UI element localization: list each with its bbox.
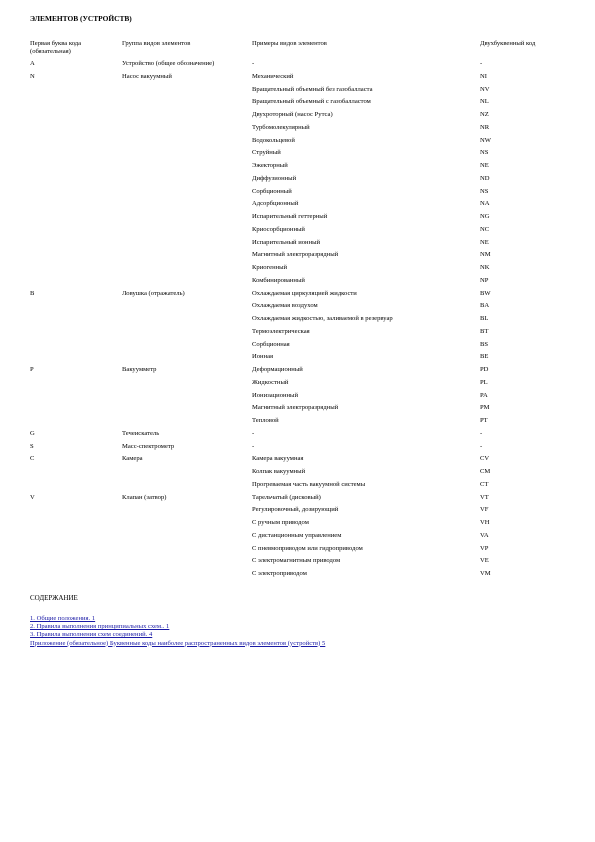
- table-row: [30, 58, 570, 71]
- cell-two-letter-code: BL: [480, 315, 489, 322]
- cell-element-example: Термоэлектрическая: [252, 327, 310, 335]
- cell-element-group: Устройство (общее обозначение): [122, 60, 215, 67]
- document-page: [30, 14, 570, 581]
- cell-element-example: Магнитный электроразрядный: [252, 404, 339, 412]
- cell-first-letter: [30, 390, 122, 403]
- column-header-first-letter: Первая буква кода (обязательная): [30, 40, 82, 55]
- cell-two-letter-code: VE: [480, 557, 489, 565]
- column-header-element-group: Группа видов элементов: [122, 40, 191, 47]
- cell-element-group: [122, 517, 252, 530]
- table-row: [30, 568, 570, 581]
- table-row: [30, 275, 570, 288]
- cell-two-letter-code: NW: [480, 136, 491, 144]
- table-row: [30, 466, 570, 479]
- cell-element-group: [122, 84, 252, 97]
- table-row: [30, 504, 570, 517]
- table-row: [30, 147, 570, 160]
- table-row: [30, 415, 570, 428]
- cell-first-letter: [30, 211, 122, 224]
- table-row: [30, 249, 570, 262]
- cell-element-example: Магнитный электроразрядный: [252, 251, 339, 259]
- column-header-element-examples: Примеры видов элементов: [252, 40, 327, 47]
- cell-element-example: Вращательный объемный без газобалласта: [252, 85, 373, 93]
- table-row: [30, 122, 570, 135]
- cell-element-group: [122, 339, 252, 352]
- cell-two-letter-code: -: [480, 429, 483, 437]
- cell-element-example: Ионизационный: [252, 391, 299, 399]
- cell-element-group: [122, 198, 252, 211]
- contents-list: [30, 615, 325, 648]
- table-row: [30, 109, 570, 122]
- cell-element-group: [122, 186, 252, 199]
- cell-first-letter: [30, 402, 122, 415]
- table-row: [30, 441, 570, 454]
- cell-element-group: [122, 568, 252, 581]
- cell-element-example: Жидкостный: [252, 378, 289, 386]
- cell-element-group: [122, 390, 252, 403]
- cell-element-group: [122, 543, 252, 556]
- cell-two-letter-code: NG: [480, 213, 490, 220]
- cell-two-letter-code: NR: [480, 123, 490, 131]
- table-row: [30, 530, 570, 543]
- cell-two-letter-code: NK: [480, 264, 490, 271]
- cell-element-group: [122, 530, 252, 543]
- cell-element-group: [122, 313, 252, 326]
- cell-first-letter: [30, 326, 122, 339]
- cell-element-group: [122, 479, 252, 492]
- cell-first-letter: P: [30, 366, 34, 373]
- cell-element-example: Криосорбционный: [252, 225, 305, 233]
- cell-first-letter: [30, 262, 122, 275]
- cell-first-letter: B: [30, 289, 35, 297]
- cell-element-group: [122, 555, 252, 568]
- table-row: [30, 237, 570, 250]
- table-row: [30, 262, 570, 275]
- table-row: [30, 224, 570, 237]
- cell-first-letter: [30, 504, 122, 517]
- cell-two-letter-code: CM: [480, 468, 491, 475]
- table-row: [30, 160, 570, 173]
- cell-first-letter: [30, 173, 122, 186]
- cell-two-letter-code: NS: [480, 149, 489, 157]
- cell-two-letter-code: NS: [480, 187, 489, 195]
- table-row: [30, 84, 570, 97]
- table-row: [30, 428, 570, 441]
- cell-two-letter-code: CV: [480, 455, 490, 463]
- cell-two-letter-code: PM: [480, 404, 490, 412]
- cell-element-example: Эжекторный: [252, 162, 288, 169]
- table-row: [30, 453, 570, 466]
- cell-element-group: [122, 504, 252, 517]
- cell-element-example: Охлаждаемая жидкостью, заливаемой в резервуар: [252, 315, 393, 322]
- cell-two-letter-code: NA: [480, 200, 490, 208]
- table-row: [30, 313, 570, 326]
- cell-element-example: С электроприводом: [252, 570, 307, 577]
- cell-element-group: [122, 96, 252, 109]
- cell-first-letter: [30, 568, 122, 581]
- cell-first-letter: S: [30, 442, 34, 450]
- cell-two-letter-code: VF: [480, 506, 489, 514]
- cell-first-letter: [30, 555, 122, 568]
- cell-first-letter: [30, 198, 122, 211]
- cell-element-group: [122, 160, 252, 173]
- table-row: [30, 543, 570, 556]
- cell-first-letter: [30, 300, 122, 313]
- cell-two-letter-code: NP: [480, 276, 489, 284]
- element-codes-table: [30, 40, 570, 581]
- cell-element-group: [122, 351, 252, 364]
- table-row: [30, 71, 570, 84]
- cell-element-example: Тепловой: [252, 417, 279, 424]
- contents-heading: СОДЕРЖАНИЕ: [30, 594, 78, 602]
- cell-two-letter-code: NZ: [480, 111, 489, 118]
- table-row: [30, 198, 570, 211]
- cell-element-example: С электромагнитным приводом: [252, 557, 341, 565]
- table-row: [30, 135, 570, 148]
- cell-element-group: [122, 275, 252, 288]
- cell-element-example: Деформационный: [252, 366, 303, 373]
- cell-first-letter: [30, 237, 122, 250]
- cell-two-letter-code: NE: [480, 162, 489, 169]
- cell-element-group: [122, 135, 252, 148]
- cell-element-group: [122, 300, 252, 313]
- cell-first-letter: C: [30, 455, 35, 463]
- cell-first-letter: [30, 186, 122, 199]
- cell-element-group: [122, 173, 252, 186]
- cell-two-letter-code: ND: [480, 174, 490, 182]
- cell-first-letter: [30, 135, 122, 148]
- cell-two-letter-code: BW: [480, 289, 491, 297]
- cell-first-letter: [30, 517, 122, 530]
- cell-element-example: Камера вакуумная: [252, 455, 304, 463]
- cell-element-example: Охлаждаемая циркуляцией жидкости: [252, 289, 357, 297]
- cell-first-letter: [30, 160, 122, 173]
- table-row: [30, 173, 570, 186]
- table-body: [30, 58, 570, 581]
- cell-first-letter: [30, 530, 122, 543]
- table-header-row: [30, 40, 570, 58]
- cell-two-letter-code: -: [480, 60, 483, 67]
- cell-element-group: [122, 466, 252, 479]
- table-row: [30, 351, 570, 364]
- cell-element-example: Водокольцевой: [252, 136, 295, 144]
- cell-element-example: Прогреваемая часть вакуумной системы: [252, 480, 366, 488]
- cell-element-example: Тарельчатый (дисковый): [252, 493, 321, 501]
- table-row: [30, 288, 570, 301]
- cell-element-group: [122, 224, 252, 237]
- cell-element-group: [122, 377, 252, 390]
- cell-element-group: [122, 147, 252, 160]
- cell-element-group: [122, 326, 252, 339]
- cell-element-group: Насос вакуумный: [122, 72, 172, 80]
- table-row: [30, 96, 570, 109]
- cell-two-letter-code: BA: [480, 302, 490, 310]
- cell-two-letter-code: NV: [480, 85, 490, 93]
- cell-element-example: Двухроторный (насос Рутса): [252, 111, 333, 118]
- cell-element-example: Струйный: [252, 149, 281, 157]
- table-row: [30, 517, 570, 530]
- column-header-two-letter-code: Двухбуквенный код: [480, 40, 536, 47]
- cell-two-letter-code: PT: [480, 417, 488, 424]
- cell-two-letter-code: NC: [480, 225, 490, 233]
- cell-element-example: Вращательный объемный с газобалластом: [252, 98, 371, 106]
- table-row: [30, 402, 570, 415]
- cell-element-group: [122, 402, 252, 415]
- cell-element-example: Турбомолекулярный: [252, 123, 310, 131]
- contents-link-general[interactable]: 1. Общие положения. 1: [30, 615, 96, 622]
- cell-first-letter: [30, 466, 122, 479]
- table-row: [30, 492, 570, 505]
- cell-element-group: [122, 237, 252, 250]
- cell-two-letter-code: NE: [480, 238, 489, 246]
- table-row: [30, 339, 570, 352]
- cell-two-letter-code: VP: [480, 544, 489, 552]
- cell-element-example: Механический: [252, 72, 294, 80]
- cell-first-letter: [30, 84, 122, 97]
- cell-two-letter-code: NM: [480, 251, 491, 259]
- cell-element-group: [122, 249, 252, 262]
- cell-two-letter-code: VA: [480, 531, 489, 539]
- cell-first-letter: [30, 415, 122, 428]
- cell-element-group: [122, 262, 252, 275]
- table-row: [30, 364, 570, 377]
- contents-link-connection-rules[interactable]: 3. Правила выполнения схем соединений. 4: [30, 631, 153, 639]
- cell-element-example: -: [252, 442, 255, 450]
- cell-element-example: Комбинированный: [252, 276, 305, 284]
- cell-element-example: С дистанционным управлением: [252, 531, 342, 539]
- cell-element-group: Масс-спектрометр: [122, 442, 175, 450]
- cell-element-example: Сорбционная: [252, 340, 290, 348]
- cell-first-letter: G: [30, 429, 35, 437]
- cell-element-group: [122, 109, 252, 122]
- cell-element-example: Криогенный: [252, 264, 288, 271]
- table-row: [30, 300, 570, 313]
- cell-two-letter-code: NL: [480, 98, 489, 106]
- cell-element-example: Колпак вакуумный: [252, 468, 306, 475]
- cell-two-letter-code: -: [480, 442, 483, 450]
- cell-element-group: Клапан (затвор): [122, 493, 167, 501]
- cell-first-letter: [30, 377, 122, 390]
- contents-link-schematic-rules[interactable]: 2. Правила выполнения принципиальных схем.. 1: [30, 623, 170, 631]
- page-title: ЭЛЕМЕНТОВ (УСТРОЙСТВ): [30, 14, 132, 23]
- table-row: [30, 211, 570, 224]
- cell-first-letter: A: [30, 60, 35, 67]
- cell-first-letter: V: [30, 493, 35, 501]
- cell-element-example: Диффузионный: [252, 174, 297, 182]
- cell-element-example: -: [252, 429, 255, 437]
- cell-element-example: Регулировочный, дозирующий: [252, 506, 339, 514]
- table-row: [30, 377, 570, 390]
- cell-first-letter: [30, 109, 122, 122]
- cell-element-group: Ловушка (отражатель): [122, 289, 185, 297]
- table-row: [30, 326, 570, 339]
- cell-two-letter-code: CT: [480, 480, 489, 488]
- cell-two-letter-code: VM: [480, 570, 491, 577]
- cell-element-example: Испарительный геттерный: [252, 213, 328, 220]
- cell-two-letter-code: VH: [480, 519, 490, 526]
- cell-element-group: Течеискатель: [122, 429, 160, 437]
- cell-element-example: С ручным приводом: [252, 519, 309, 526]
- cell-element-example: Охлаждаемая воздухом: [252, 302, 318, 310]
- cell-two-letter-code: BE: [480, 353, 489, 361]
- cell-element-group: [122, 415, 252, 428]
- table-row: [30, 390, 570, 403]
- cell-element-group: [122, 122, 252, 135]
- cell-two-letter-code: VT: [480, 493, 489, 501]
- cell-first-letter: [30, 122, 122, 135]
- cell-first-letter: [30, 96, 122, 109]
- cell-element-example: С пневмоприводом или гидроприводом: [252, 544, 363, 552]
- cell-two-letter-code: PL: [480, 378, 488, 386]
- cell-first-letter: [30, 147, 122, 160]
- cell-first-letter: [30, 339, 122, 352]
- cell-element-group: [122, 211, 252, 224]
- cell-element-example: Сорбционный: [252, 187, 292, 195]
- cell-element-group: Камера: [122, 455, 143, 463]
- cell-element-example: Испарительный ионный: [252, 238, 321, 246]
- cell-first-letter: [30, 275, 122, 288]
- table-row: [30, 555, 570, 568]
- cell-first-letter: [30, 479, 122, 492]
- cell-two-letter-code: PA: [480, 391, 488, 399]
- cell-element-example: -: [252, 60, 255, 67]
- cell-two-letter-code: PD: [480, 366, 489, 373]
- cell-two-letter-code: BT: [480, 327, 489, 335]
- table-row: [30, 186, 570, 199]
- cell-two-letter-code: NI: [480, 72, 487, 80]
- cell-first-letter: [30, 351, 122, 364]
- cell-first-letter: [30, 313, 122, 326]
- cell-element-example: Ионная: [252, 353, 274, 361]
- table-row: [30, 479, 570, 492]
- cell-element-example: Адсорбционный: [252, 200, 299, 208]
- cell-two-letter-code: BS: [480, 340, 489, 348]
- cell-first-letter: [30, 543, 122, 556]
- cell-first-letter: [30, 249, 122, 262]
- contents-link-appendix[interactable]: Приложение (обязательное) Буквенные коды наиболее распространенных видов элементов (устройств) 5: [30, 639, 326, 647]
- cell-first-letter: N: [30, 72, 35, 80]
- cell-element-group: Вакуумметр: [122, 366, 157, 373]
- cell-first-letter: [30, 224, 122, 237]
